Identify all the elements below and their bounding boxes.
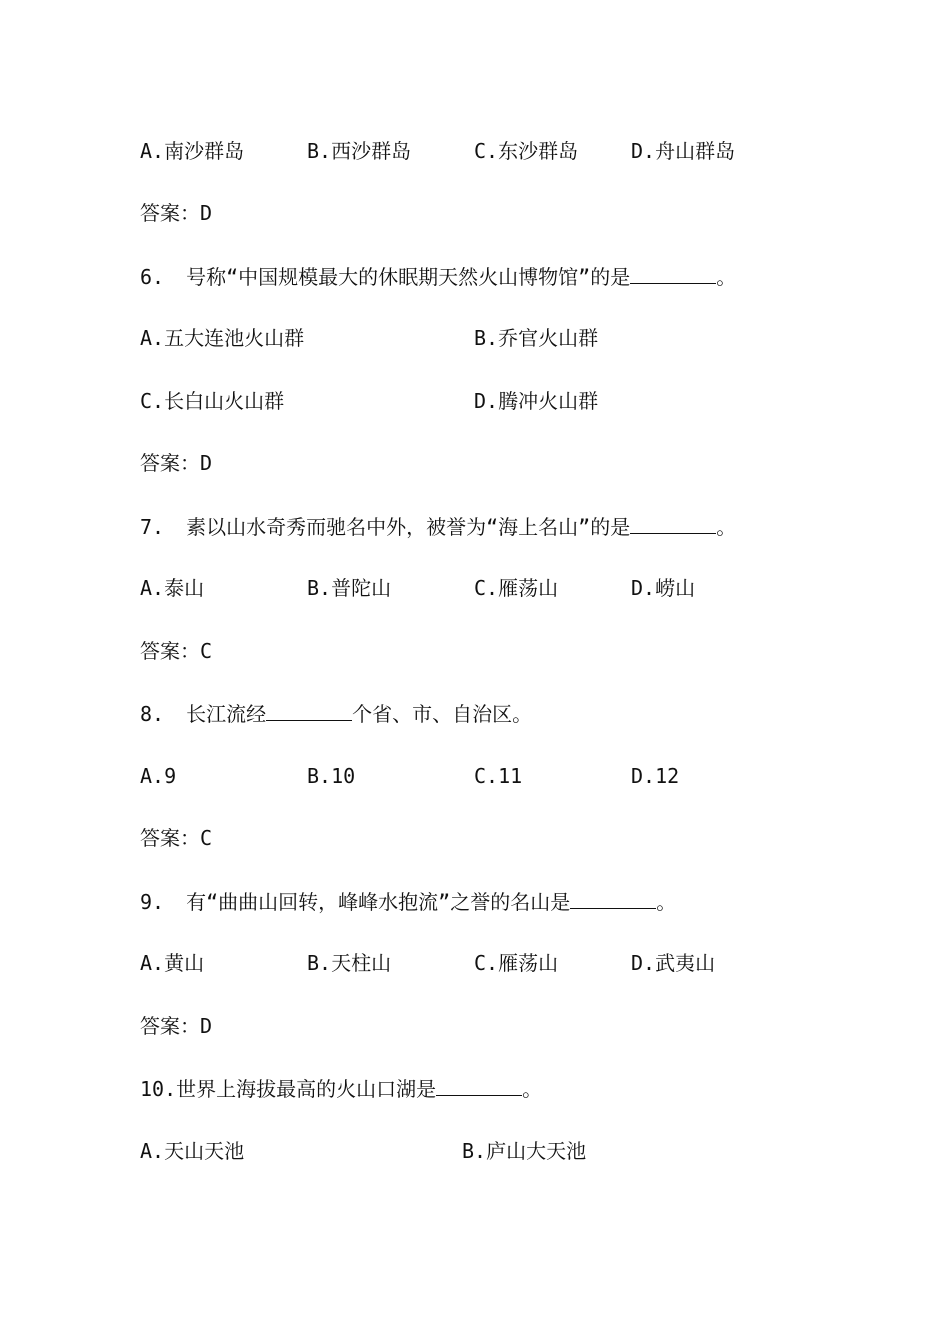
q9-answer: 答案：D <box>140 1014 213 1038</box>
q6-question <box>140 261 736 291</box>
q8-option-c: C.11 <box>474 764 523 788</box>
q9-option-c: C.雁荡山 <box>474 951 559 975</box>
q8-answer: 答案：C <box>140 826 213 850</box>
q7-text: 素以山水奇秀而驰名中外，被誉为“海上名山”的是 <box>186 515 631 539</box>
q5-option-d: D.舟山群岛 <box>631 139 736 163</box>
q5-answer: 答案：D <box>140 201 213 225</box>
q10-option-b: B.庐山大天池 <box>462 1139 587 1163</box>
q10-question <box>140 1073 542 1103</box>
q9-question <box>140 886 676 916</box>
q9-number: 9. <box>140 890 165 914</box>
q8-text: 长江流经 <box>186 702 267 726</box>
q7-answer: 答案：C <box>140 639 213 663</box>
q7-text-end: 。 <box>716 515 737 539</box>
q7-number: 7. <box>140 515 165 539</box>
q6-option-a: A.五大连池火山群 <box>140 326 305 350</box>
q6-text-end: 。 <box>716 265 737 289</box>
q10-text: 世界上海拔最高的火山口湖是 <box>176 1077 437 1101</box>
q8-question <box>140 698 532 728</box>
q8-option-b: B.10 <box>307 764 356 788</box>
q9-option-d: D.武夷山 <box>631 951 716 975</box>
q9-text-end: 。 <box>656 890 677 914</box>
q10-text-end: 。 <box>522 1077 543 1101</box>
q8-text-end: 个省、市、自治区。 <box>352 702 533 726</box>
q7-blank <box>630 511 716 534</box>
q9-text: 有“曲曲山回转，峰峰水抱流”之誉的名山是 <box>186 890 571 914</box>
q7-option-c: C.雁荡山 <box>474 576 559 600</box>
q6-number: 6. <box>140 265 165 289</box>
q10-blank <box>436 1073 522 1096</box>
q8-blank <box>266 698 352 721</box>
q6-answer: 答案：D <box>140 451 213 475</box>
q7-question <box>140 511 736 541</box>
q6-option-b: B.乔官火山群 <box>474 326 599 350</box>
q8-option-a: A.9 <box>140 764 177 788</box>
q6-option-d: D.腾冲火山群 <box>474 389 599 413</box>
q5-option-b: B.西沙群岛 <box>307 139 412 163</box>
q7-option-a: A.泰山 <box>140 576 205 600</box>
q9-option-b: B.天柱山 <box>307 951 392 975</box>
q6-option-c: C.长白山火山群 <box>140 389 285 413</box>
q7-option-d: D.崂山 <box>631 576 696 600</box>
q10-number: 10. <box>140 1077 177 1101</box>
q6-blank <box>630 261 716 284</box>
q9-blank <box>570 886 656 909</box>
q8-number: 8. <box>140 702 165 726</box>
q9-option-a: A.黄山 <box>140 951 205 975</box>
q5-option-a: A.南沙群岛 <box>140 139 245 163</box>
q6-text: 号称“中国规模最大的休眠期天然火山博物馆”的是 <box>186 265 631 289</box>
q8-option-d: D.12 <box>631 764 680 788</box>
q5-option-c: C.东沙群岛 <box>474 139 579 163</box>
q10-option-a: A.天山天池 <box>140 1139 245 1163</box>
q7-option-b: B.普陀山 <box>307 576 392 600</box>
